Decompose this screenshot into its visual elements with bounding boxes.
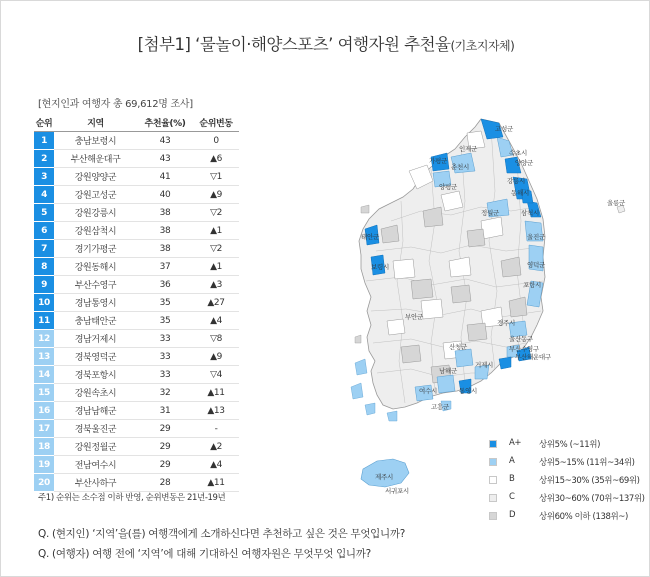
change-cell: ▽8 xyxy=(193,330,239,348)
rate-cell: 29 xyxy=(137,420,193,438)
legend-description: 상위15~30% (35위~69위) xyxy=(539,476,640,486)
rank-cell: 9 xyxy=(34,276,54,294)
table-row xyxy=(34,366,239,384)
map-label: 춘천시 xyxy=(451,163,469,171)
map-label: 영덕군 xyxy=(527,261,545,269)
change-cell: ▲27 xyxy=(193,294,239,312)
table-row xyxy=(34,258,239,276)
change-cell: ▽1 xyxy=(193,168,239,186)
map-label: 고성군 xyxy=(495,125,513,133)
region-cell: 경북포항시 xyxy=(54,366,137,384)
region-cell: 경남거제시 xyxy=(54,330,137,348)
table-row xyxy=(34,276,239,294)
rank-cell: 17 xyxy=(34,420,54,438)
table-row xyxy=(34,294,239,312)
rank-cell: 13 xyxy=(34,348,54,366)
rank-cell: 11 xyxy=(34,312,54,330)
map-label: 삼척시 xyxy=(521,209,539,217)
rank-cell: 2 xyxy=(34,150,54,168)
map-label: 포항시 xyxy=(523,281,541,289)
rate-cell: 32 xyxy=(137,384,193,402)
table-row xyxy=(34,204,239,222)
region-cell: 경남남해군 xyxy=(54,402,137,420)
survey-caption: [현지인과 여행자 총 69,612명 조사] xyxy=(38,99,193,110)
map-label: 남해군 xyxy=(439,367,457,375)
rate-cell: 29 xyxy=(137,438,193,456)
col-header-rate: 추천율(%) xyxy=(137,114,193,132)
change-cell: ▲1 xyxy=(193,258,239,276)
rate-cell: 38 xyxy=(137,204,193,222)
rate-cell: 43 xyxy=(137,132,193,150)
change-cell: ▽4 xyxy=(193,366,239,384)
region-cell: 경기가평군 xyxy=(54,240,137,258)
legend-grade: C xyxy=(509,492,515,502)
map-label: 고흥군 xyxy=(431,403,449,411)
rank-cell: 20 xyxy=(34,474,54,492)
legend-grade: A+ xyxy=(509,438,522,448)
rate-cell: 29 xyxy=(137,456,193,474)
legend-grade: A xyxy=(509,456,515,466)
rate-cell: 33 xyxy=(137,348,193,366)
table-row xyxy=(34,330,239,348)
map-label: 울진군 xyxy=(527,233,545,241)
survey-question-traveler: Q. (여행자) 여행 전에 ‘지역’에 대해 기대하신 여행자원은 무엇무엇 입니까? xyxy=(38,548,371,560)
chart-title-sub: (기초지자체) xyxy=(450,39,515,53)
survey-question-local: Q. (현지인) ‘지역’을(를) 여행객에게 소개하신다면 추천하고 싶은 것은 무엇입니까? xyxy=(38,528,405,540)
change-cell: ▽2 xyxy=(193,204,239,222)
map-label: 서귀포시 xyxy=(385,487,409,495)
legend-grade: D xyxy=(509,510,516,520)
legend-description: 상위30~60% (70위~137위) xyxy=(539,494,645,504)
region-cell: 부산수영구 xyxy=(54,276,137,294)
region-cell: 부산해운대구 xyxy=(54,150,137,168)
region-cell: 경북울진군 xyxy=(54,420,137,438)
map-label: 보령시 xyxy=(371,263,389,271)
map-label: 제주시 xyxy=(375,473,393,481)
change-cell: ▲4 xyxy=(193,456,239,474)
table-row xyxy=(34,312,239,330)
table-row xyxy=(34,186,239,204)
map-label: 태안군 xyxy=(361,233,379,241)
rate-cell: 43 xyxy=(137,150,193,168)
table-row xyxy=(34,474,239,492)
change-cell: ▲9 xyxy=(193,348,239,366)
rank-cell: 18 xyxy=(34,438,54,456)
change-cell: ▲11 xyxy=(193,384,239,402)
map-label: 울산동구 xyxy=(509,335,533,343)
rank-cell: 6 xyxy=(34,222,54,240)
rank-cell: 16 xyxy=(34,402,54,420)
map-label: 양양군 xyxy=(515,159,533,167)
change-cell: ▽2 xyxy=(193,240,239,258)
legend-grade: B xyxy=(509,474,515,484)
rank-cell: 14 xyxy=(34,366,54,384)
rank-cell: 4 xyxy=(34,186,54,204)
legend-description: 상위5~15% (11위~34위) xyxy=(539,458,635,468)
region-cell: 경북영덕군 xyxy=(54,348,137,366)
map-label: 경주시 xyxy=(497,319,515,327)
map-label: 속초시 xyxy=(509,149,527,157)
chart-title-main: [첨부1] ‘물놀이·해양스포츠’ 여행자원 추천율 xyxy=(137,35,451,54)
legend-swatch xyxy=(489,440,497,448)
change-cell: ▲3 xyxy=(193,276,239,294)
rate-cell: 35 xyxy=(137,312,193,330)
region-cell: 충남보령시 xyxy=(54,132,137,150)
map-label: 통영시 xyxy=(459,387,477,395)
change-cell: ▲1 xyxy=(193,222,239,240)
rate-cell: 35 xyxy=(137,294,193,312)
map-label: 가평군 xyxy=(429,157,447,165)
change-cell: ▲4 xyxy=(193,312,239,330)
table-row xyxy=(34,168,239,186)
region-cell: 부산사하구 xyxy=(54,474,137,492)
map-label: 정월군 xyxy=(481,209,499,217)
change-cell: ▲2 xyxy=(193,438,239,456)
rank-cell: 10 xyxy=(34,294,54,312)
map-label: 울릉군 xyxy=(607,199,625,207)
col-header-region: 지역 xyxy=(54,114,137,132)
table-row xyxy=(34,240,239,258)
table-row xyxy=(34,384,239,402)
legend-description: 상위5% (~11위) xyxy=(539,440,600,450)
map-label: 부산해운대구 xyxy=(515,353,551,361)
chart-title xyxy=(1,31,650,55)
change-cell: 0 xyxy=(193,132,239,150)
region-cell: 강원고성군 xyxy=(54,186,137,204)
rank-cell: 7 xyxy=(34,240,54,258)
rate-cell: 36 xyxy=(137,276,193,294)
region-cell: 강원양양군 xyxy=(54,168,137,186)
change-cell: - xyxy=(193,420,239,438)
rate-cell: 31 xyxy=(137,402,193,420)
rank-cell: 15 xyxy=(34,384,54,402)
legend-swatch xyxy=(489,494,497,502)
map-label: 거제시 xyxy=(475,361,493,369)
region-cell: 충남태안군 xyxy=(54,312,137,330)
footnote: 주1) 순위는 소수점 이하 반영, 순위변동은 21년-19년 xyxy=(38,493,226,503)
table-row xyxy=(34,132,239,150)
map-label: 강릉시 xyxy=(507,177,525,185)
rate-cell: 33 xyxy=(137,330,193,348)
legend-swatch xyxy=(489,476,497,484)
rate-cell: 37 xyxy=(137,258,193,276)
change-cell: ▲9 xyxy=(193,186,239,204)
rate-cell: 38 xyxy=(137,222,193,240)
region-cell: 경남통영시 xyxy=(54,294,137,312)
table-row xyxy=(34,150,239,168)
rate-cell: 38 xyxy=(137,240,193,258)
ranking-table xyxy=(34,114,239,492)
map-label: 인제군 xyxy=(459,145,477,153)
table-row xyxy=(34,456,239,474)
region-cell: 강원정월군 xyxy=(54,438,137,456)
table-row xyxy=(34,348,239,366)
col-header-change: 순위변동 xyxy=(193,114,239,132)
ranking-table-body xyxy=(34,132,239,492)
region-cell: 강원삼척시 xyxy=(54,222,137,240)
map-label: 여수시 xyxy=(419,387,437,395)
rate-cell: 41 xyxy=(137,168,193,186)
map-label: 산청군 xyxy=(449,343,467,351)
table-row xyxy=(34,420,239,438)
rank-cell: 5 xyxy=(34,204,54,222)
change-cell: ▲6 xyxy=(193,150,239,168)
region-cell: 강원동해시 xyxy=(54,258,137,276)
region-cell: 전남여수시 xyxy=(54,456,137,474)
col-header-rank: 순위 xyxy=(34,114,54,132)
change-cell: ▲11 xyxy=(193,474,239,492)
rank-cell: 3 xyxy=(34,168,54,186)
map-label: 부안군 xyxy=(405,313,423,321)
legend-swatch xyxy=(489,458,497,466)
rate-cell: 40 xyxy=(137,186,193,204)
rank-cell: 1 xyxy=(34,132,54,150)
map-label: 동해시 xyxy=(511,189,529,197)
change-cell: ▲13 xyxy=(193,402,239,420)
legend-swatch xyxy=(489,512,497,520)
rank-cell: 12 xyxy=(34,330,54,348)
table-header-row xyxy=(34,114,239,132)
rank-cell: 8 xyxy=(34,258,54,276)
map-label: 부산수영구 xyxy=(509,345,539,353)
table-row xyxy=(34,402,239,420)
rate-cell: 33 xyxy=(137,366,193,384)
table-row xyxy=(34,222,239,240)
region-cell: 강원강릉시 xyxy=(54,204,137,222)
region-cell: 강원속초시 xyxy=(54,384,137,402)
map-label: 양평군 xyxy=(439,183,457,191)
legend-description: 상위60% 이하 (138위~) xyxy=(539,512,628,522)
rate-cell: 28 xyxy=(137,474,193,492)
table-row xyxy=(34,438,239,456)
rank-cell: 19 xyxy=(34,456,54,474)
